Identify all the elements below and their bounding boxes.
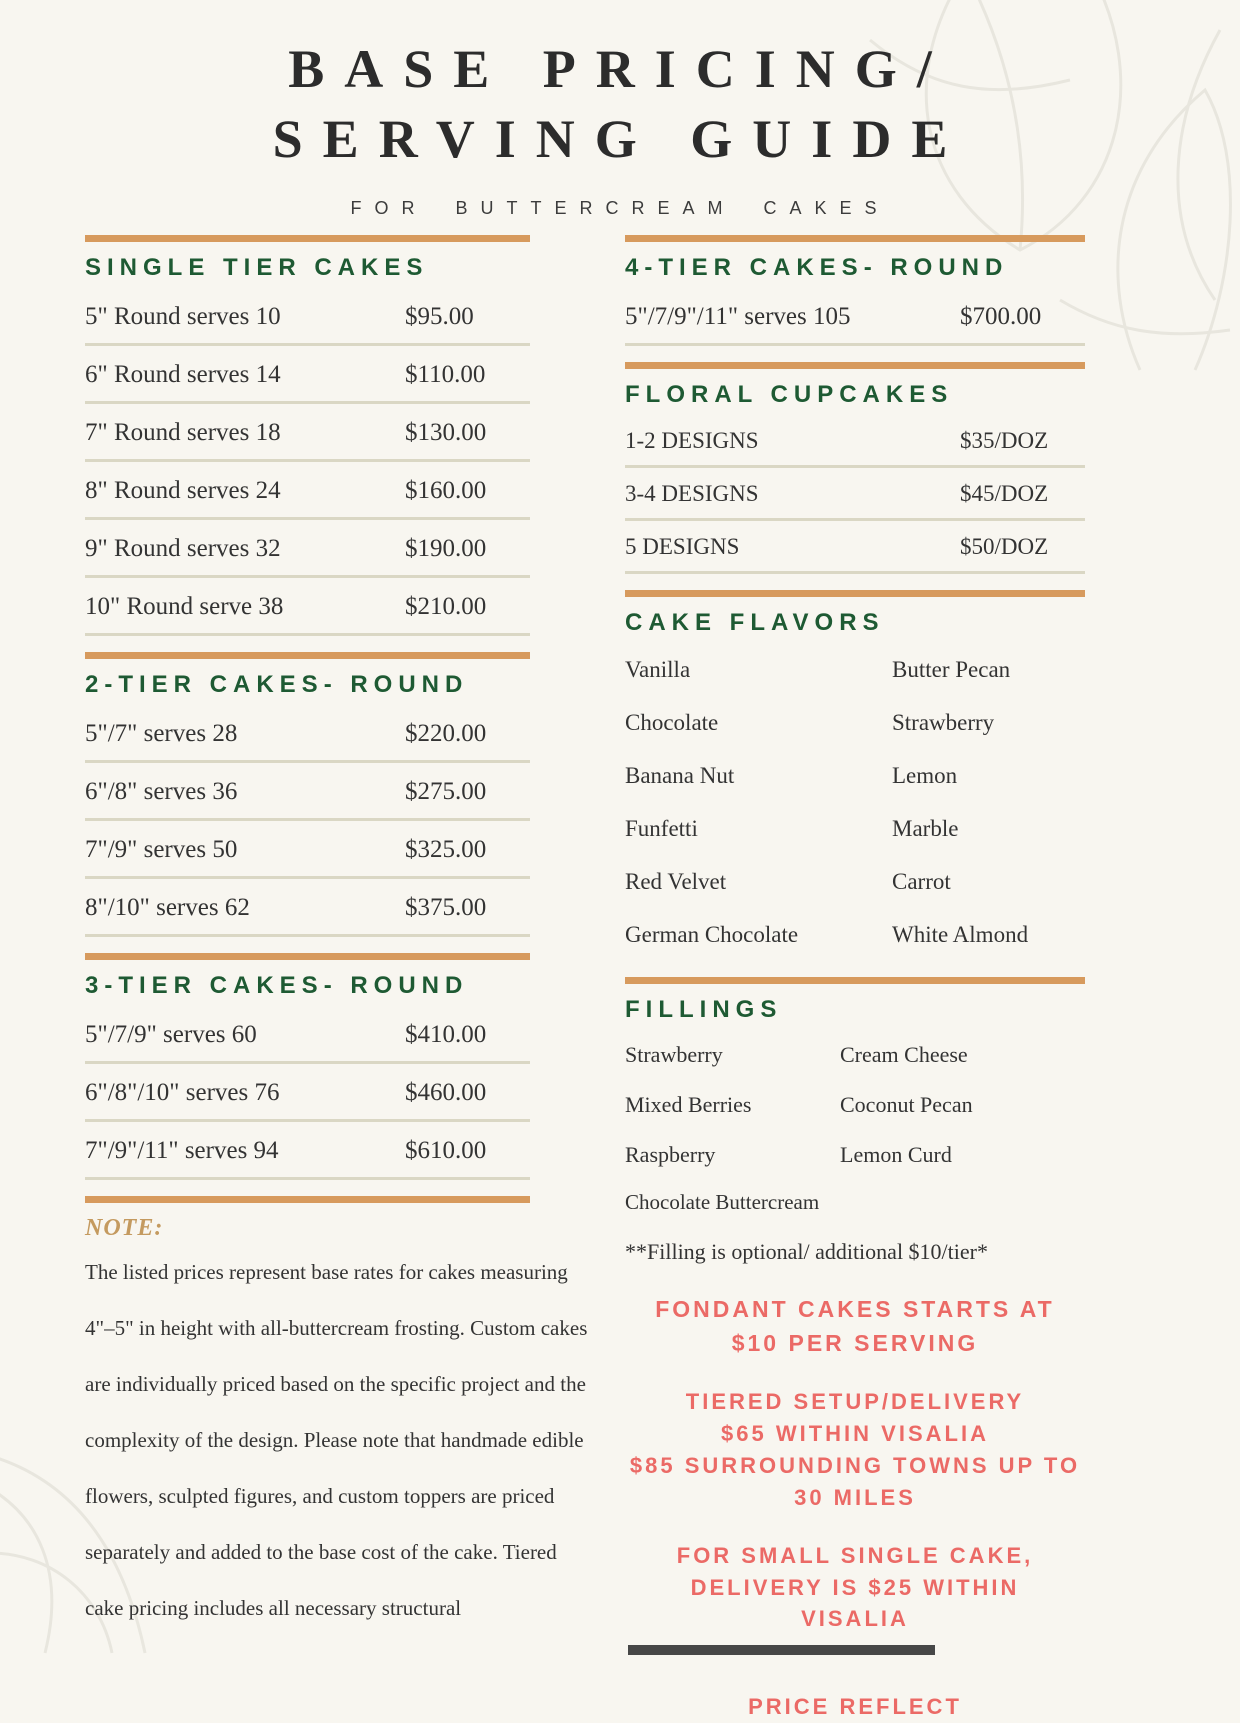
notice-line: VISALIA — [801, 1606, 909, 1632]
section-divider-bar — [85, 1196, 530, 1203]
floral-cupcake-rows — [625, 415, 1085, 574]
flavor-item: Chocolate — [625, 710, 719, 736]
item-label: 6"/8" serves 36 — [85, 778, 238, 806]
flavor-item: German Chocolate — [625, 922, 799, 948]
notice-line: FONDANT CAKES STARTS AT — [655, 1296, 1055, 1323]
section-divider-bar — [85, 235, 530, 242]
title-line-2: SERVING GUIDE — [272, 109, 968, 170]
price-row — [85, 879, 530, 937]
price-row — [85, 1122, 530, 1180]
price-row — [625, 288, 1085, 346]
item-price: $375.00 — [405, 894, 487, 922]
price-row — [85, 578, 530, 636]
item-label: 5"/7/9" serves 60 — [85, 1021, 257, 1049]
item-label: 7"/9" serves 50 — [85, 836, 238, 864]
item-price: $110.00 — [405, 361, 486, 389]
item-price: $190.00 — [405, 535, 487, 563]
note-paragraph: The listed prices represent base rates for cakes measuring 4"–5" in height with all-buttercream frosting. Custom cakes are individually priced based on the specific project and the complexity of the design. Please note that handmade edible flowers, sculpted figures, and custom toppers are priced separately and added to the base cost of the cake. Tiered cake pricing includes all necessary structural — [85, 1260, 588, 1621]
flavor-item: Marble — [892, 816, 959, 842]
flavor-item: Butter Pecan — [892, 657, 1011, 683]
flavor-item: Lemon — [892, 763, 958, 789]
flavor-item: White Almond — [892, 922, 1029, 948]
price-row — [625, 468, 1085, 521]
section-title-3-tier: 3-TIER CAKES- ROUND — [85, 972, 469, 1000]
section-divider-bar — [625, 235, 1085, 242]
note-label: NOTE: — [85, 1215, 164, 1242]
item-price: $410.00 — [405, 1021, 487, 1049]
fillings-list — [625, 1030, 1085, 1180]
cut-off-content-strip — [628, 1645, 935, 1655]
item-price: $700.00 — [960, 303, 1042, 331]
section-title-2-tier: 2-TIER CAKES- ROUND — [85, 671, 469, 699]
item-label: 7" Round serves 18 — [85, 419, 281, 447]
filling-item: Chocolate Buttercream — [625, 1190, 820, 1215]
four-tier-rows — [625, 288, 1085, 346]
section-title-cake-flavors: CAKE FLAVORS — [625, 609, 885, 637]
item-label: 6"/8"/10" serves 76 — [85, 1079, 280, 1107]
price-reflect-notice: PRICE REFLECT — [748, 1694, 962, 1720]
item-price: $460.00 — [405, 1079, 487, 1107]
delivery-notice — [625, 1386, 1085, 1514]
section-divider-bar — [85, 652, 530, 659]
item-price: $35/DOZ — [960, 428, 1049, 454]
section-title-fillings: FILLINGS — [625, 996, 783, 1024]
fondant-notice — [625, 1293, 1085, 1360]
filling-item: Coconut Pecan — [840, 1092, 973, 1118]
price-row — [85, 462, 530, 520]
single-tier-rows — [85, 288, 530, 636]
fillings-footnote: **Filling is optional/ additional $10/tier* — [625, 1239, 988, 1265]
price-row — [85, 821, 530, 879]
section-divider-bar — [85, 953, 530, 960]
item-price: $325.00 — [405, 836, 487, 864]
two-column-layout — [0, 235, 1240, 1723]
item-label: 5" Round serves 10 — [85, 303, 281, 331]
price-row — [85, 288, 530, 346]
item-price: $610.00 — [405, 1137, 487, 1165]
item-price: $45/DOZ — [960, 481, 1049, 507]
item-price: $50/DOZ — [960, 534, 1049, 560]
item-label: 8" Round serves 24 — [85, 477, 281, 505]
price-row — [625, 415, 1085, 468]
item-price: $210.00 — [405, 593, 487, 621]
item-label: 7"/9"/11" serves 94 — [85, 1137, 279, 1165]
cake-flavors-list — [625, 643, 1085, 961]
price-row — [85, 404, 530, 462]
three-tier-rows — [85, 1006, 530, 1180]
subtitle: FOR BUTTERCREAM CAKES — [350, 198, 890, 219]
flavor-item: Banana Nut — [625, 763, 735, 789]
flavor-item: Red Velvet — [625, 869, 727, 895]
item-label: 8"/10" serves 62 — [85, 894, 250, 922]
item-label: 5"/7" serves 28 — [85, 720, 238, 748]
left-column — [85, 235, 588, 1723]
flavor-item: Carrot — [892, 869, 951, 895]
notice-line: $10 PER SERVING — [731, 1329, 979, 1356]
section-title-floral-cupcakes: FLORAL CUPCAKES — [625, 381, 954, 409]
price-row — [85, 705, 530, 763]
item-label: 5 DESIGNS — [625, 534, 740, 560]
notice-line: TIERED SETUP/DELIVERY — [685, 1389, 1025, 1415]
section-divider-bar — [625, 362, 1085, 369]
item-label: 10" Round serve 38 — [85, 593, 284, 621]
small-cake-delivery-notice — [625, 1540, 1085, 1636]
price-row — [85, 520, 530, 578]
item-price: $160.00 — [405, 477, 487, 505]
filling-item: Cream Cheese — [840, 1042, 968, 1068]
item-price: $95.00 — [405, 303, 474, 331]
filling-item: Mixed Berries — [625, 1092, 752, 1118]
item-price: $275.00 — [405, 778, 487, 806]
flavor-item: Funfetti — [625, 816, 698, 842]
section-title-single-tier: SINGLE TIER CAKES — [85, 254, 429, 282]
notice-line: 30 MILES — [794, 1484, 916, 1510]
item-price: $220.00 — [405, 720, 487, 748]
price-row — [625, 521, 1085, 574]
flavor-item: Strawberry — [892, 710, 995, 736]
notice-line: $65 WITHIN VISALIA — [721, 1420, 989, 1446]
page-title — [0, 34, 1240, 174]
price-row — [85, 346, 530, 404]
notice-line: FOR SMALL SINGLE CAKE, — [676, 1542, 1034, 1568]
flavor-item: Vanilla — [625, 657, 691, 683]
price-row — [85, 1006, 530, 1064]
item-label: 9" Round serves 32 — [85, 535, 281, 563]
filling-item: Lemon Curd — [840, 1142, 952, 1168]
filling-item: Raspberry — [625, 1142, 716, 1168]
title-line-1: BASE PRICING/ — [288, 39, 952, 99]
two-tier-rows — [85, 705, 530, 937]
notice-line: DELIVERY IS $25 WITHIN — [690, 1574, 1020, 1600]
item-price: $130.00 — [405, 419, 487, 447]
filling-item: Strawberry — [625, 1042, 723, 1068]
price-row — [85, 763, 530, 821]
section-divider-bar — [625, 977, 1085, 984]
item-label: 1-2 DESIGNS — [625, 428, 759, 454]
section-title-4-tier: 4-TIER CAKES- ROUND — [625, 254, 1009, 282]
item-label: 5"/7/9"/11" serves 105 — [625, 303, 851, 331]
header — [0, 0, 1240, 219]
notice-line: $85 SURROUNDING TOWNS UP TO — [629, 1452, 1081, 1478]
section-divider-bar — [625, 590, 1085, 597]
item-label: 6" Round serves 14 — [85, 361, 281, 389]
item-label: 3-4 DESIGNS — [625, 481, 759, 507]
right-column — [625, 235, 1085, 1723]
price-row — [85, 1064, 530, 1122]
